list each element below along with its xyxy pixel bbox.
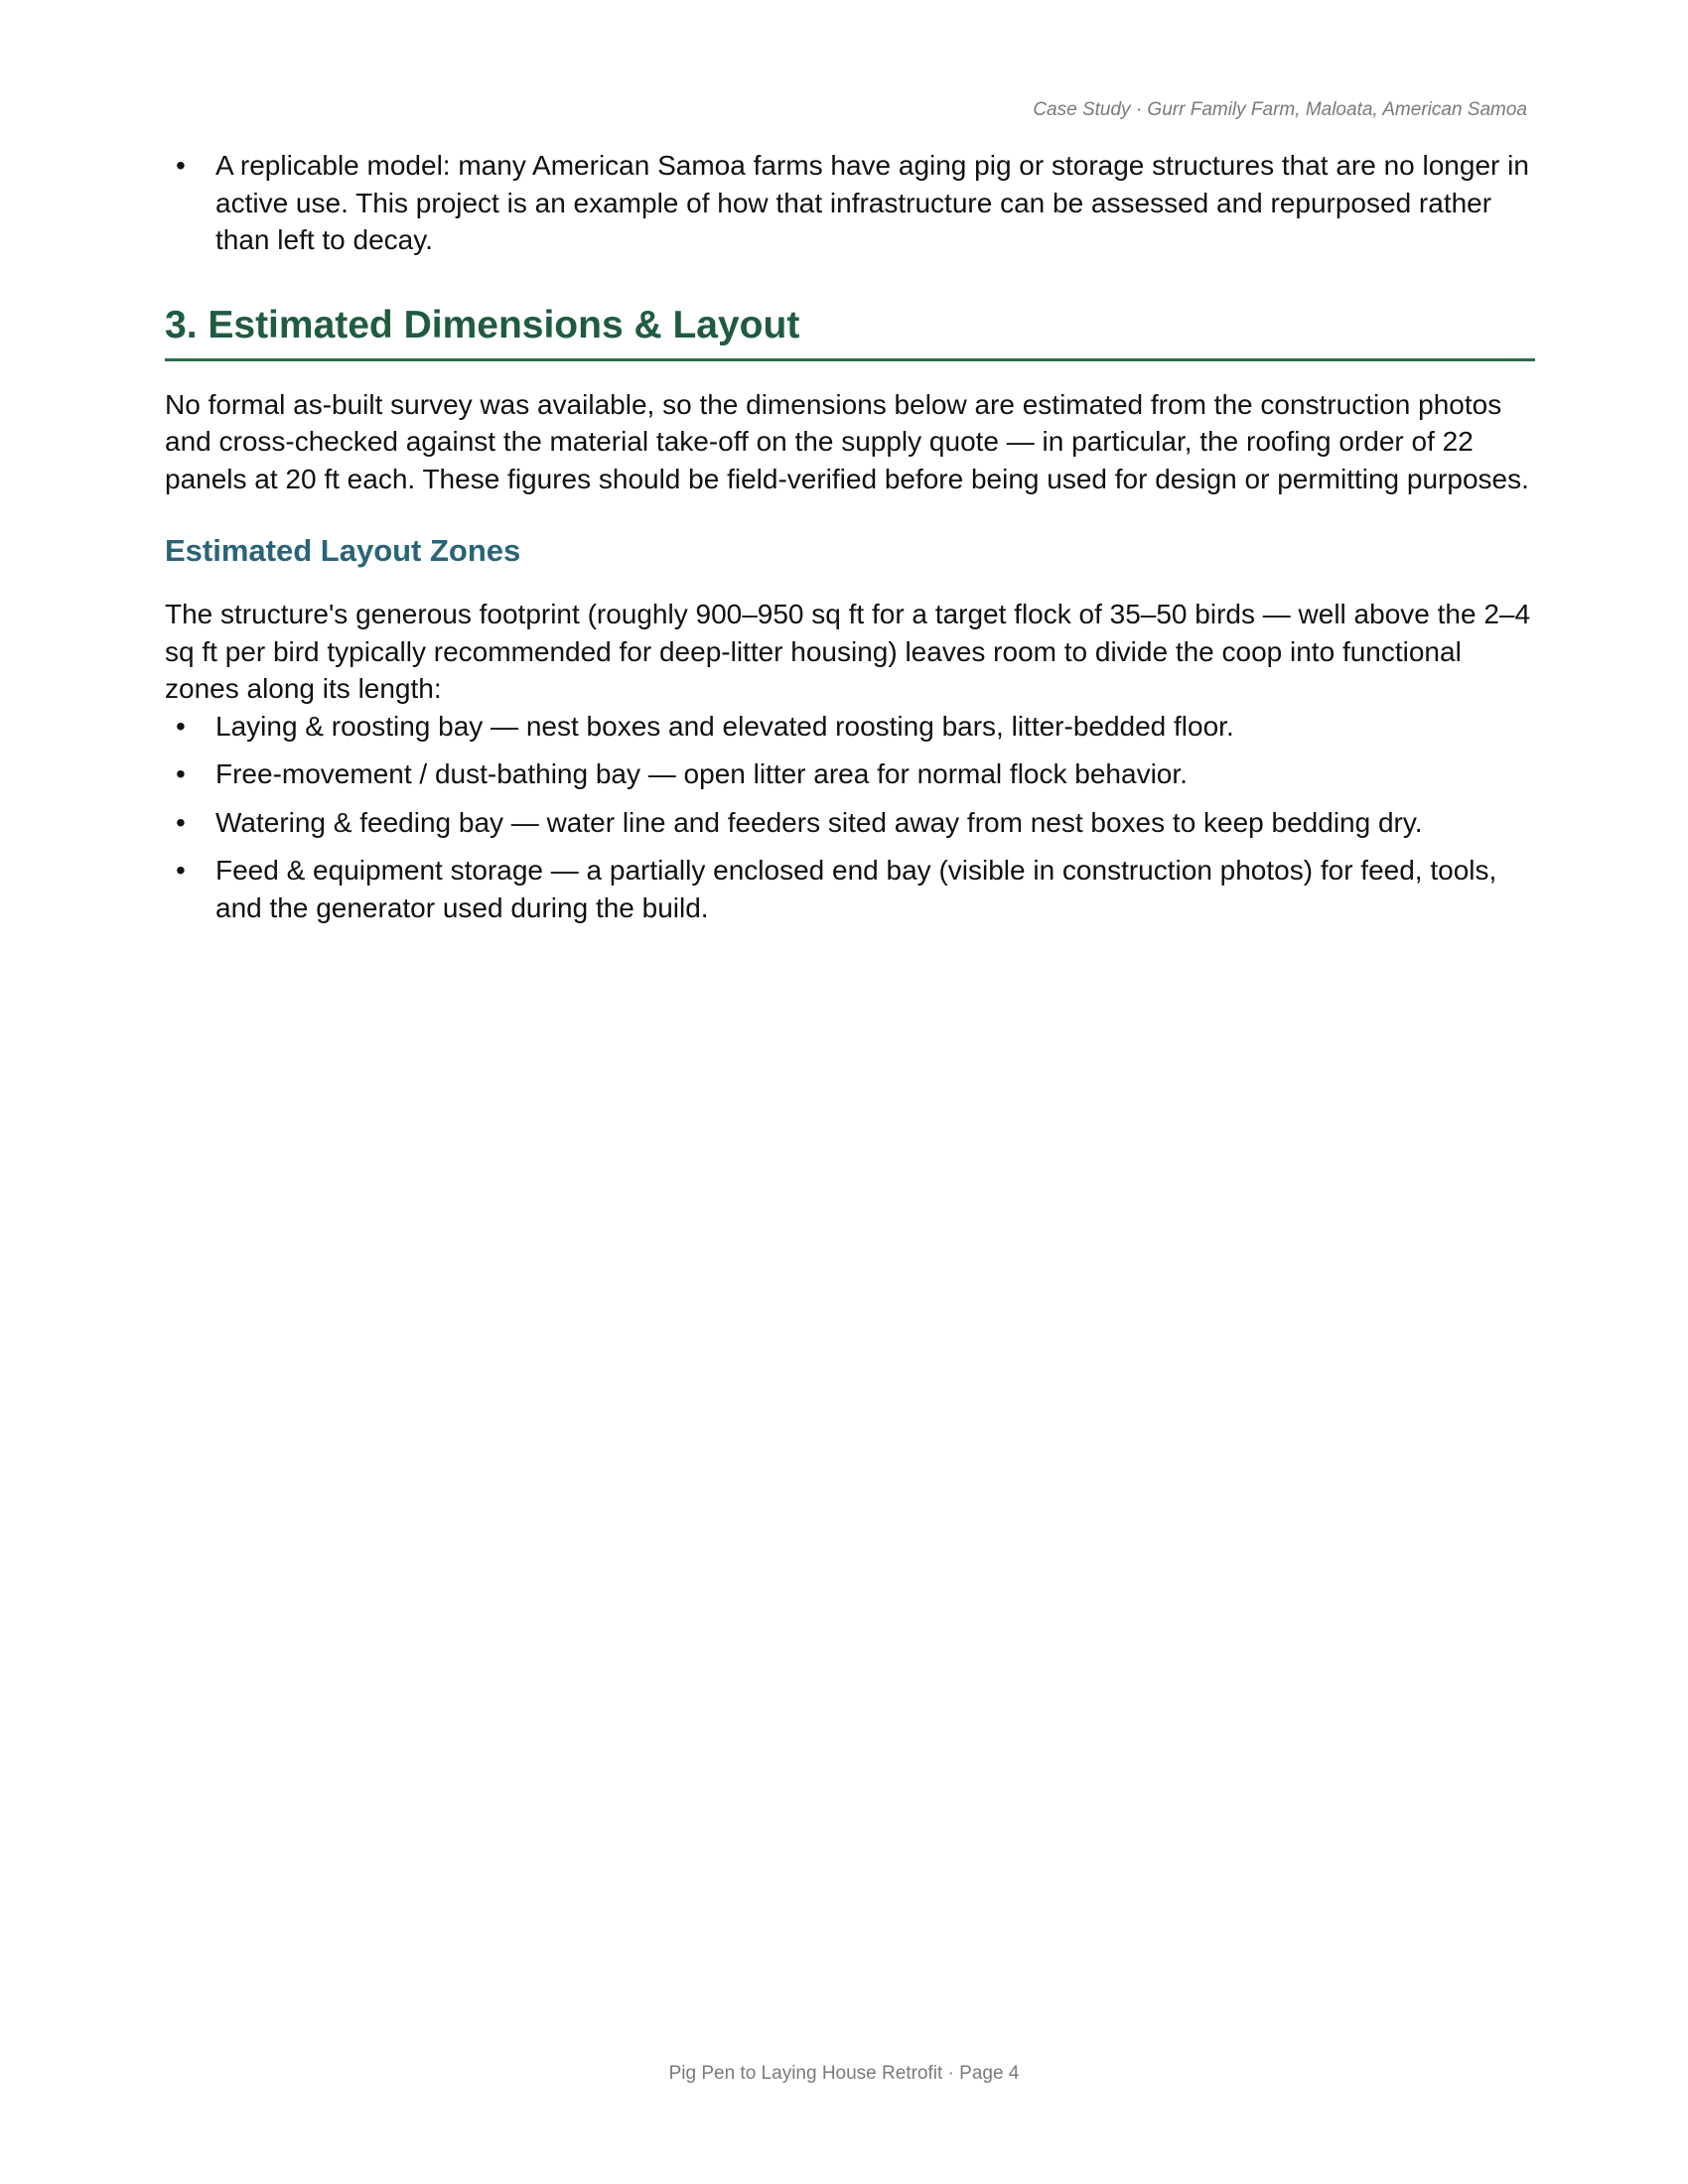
section-heading: 3. Estimated Dimensions & Layout: [165, 303, 1535, 361]
list-item: • A replicable model: many American Samoa farms have aging pig or storage structures that are no longer in active use. This project is an example of how that infrastructure can be assessed and repurposed rather than left to decay.: [165, 147, 1535, 259]
running-header: Case Study · Gurr Family Farm, Maloata, American Samoa: [1033, 99, 1527, 120]
page-content: [165, 147, 1535, 937]
intro-bullet-list: [165, 147, 1535, 259]
section-paragraph: No formal as-built survey was available, so the dimensions below are estimated from the construction photos and cross-checked against the material take-off on the supply quote — in particular, the roofing order of 22 panels at 20 ft each. These figures should be field-verified before being used for design or permitting purposes.: [165, 388, 1529, 494]
subsection-heading: Estimated Layout Zones: [165, 533, 521, 568]
list-item: • Laying & roosting bay — nest boxes and elevated roosting bars, litter-bedded floor.: [165, 708, 1535, 746]
zones-bullet-list: [165, 708, 1535, 927]
list-item: • Free-movement / dust-bathing bay — open litter area for normal flock behavior.: [165, 755, 1535, 793]
page-footer: Pig Pen to Laying House Retrofit · Page 4: [668, 2063, 1020, 2084]
subsection-paragraph: The structure's generous footprint (roughly 900–950 sq ft for a target flock of 35–50 birds — well above the 2–4 sq ft per bird typically recommended for deep-litter housing) leaves room to divide the coop into functional zones along its length:: [165, 599, 1531, 704]
list-item: • Watering & feeding bay — water line and feeders sited away from nest boxes to keep bedding dry.: [165, 804, 1535, 842]
list-item: • Feed & equipment storage — a partially enclosed end bay (visible in construction photos) for feed, tools, and the generator used during the build.: [165, 852, 1535, 926]
